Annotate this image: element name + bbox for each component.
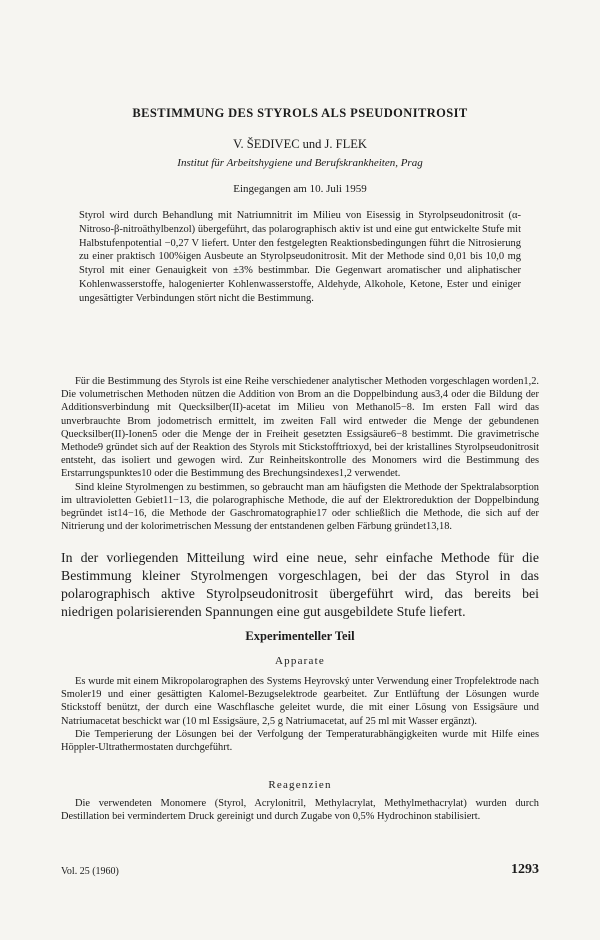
intro-paragraph: Für die Bestimmung des Styrols ist eine Reihe verschiedener analytischer Methoden vorgeschlagen worden1,2. Die volumetrischen Methoden nützen die Addition von Brom an die Doppelbindung aus3,4 oder die Bildung der Additionsverbindung mit Quecksilber(II)-acetat im Milieu von Methanol5−8. Im ersten Fall wird das unverbrauchte Brom jodometrisch ermittelt, im zweiten Fall wird entweder die Menge der gebundenen Quecksilber(II)-Ionen5 oder die Menge der in Freiheit gesetzten Essigsäure6−8 bestimmt. Die gravimetrische Methode9 gründet sich auf der Reaktion des Styrols mit Stickstofftrioxyd, bei der kristallines Styrolpseudonitrosit entsteht, das isoliert und gewogen wird. Zur Reinheitskontrolle des Monomers wird die Bestimmung des Erstarrungspunktes10 oder die Bestimmung des Brechungsindexes1,2 verwendet. xyxy=(61,376,539,480)
journal-volume: Vol. 25 (1960) xyxy=(61,866,119,877)
introduction xyxy=(61,375,539,533)
subsection-heading-reagenzien: Reagenzien xyxy=(268,779,332,791)
section-heading: Experimenteller Teil xyxy=(245,629,355,643)
authors: V. ŠEDIVEC und J. FLEK xyxy=(233,137,367,151)
reagenzien-section xyxy=(61,797,539,823)
reagenzien-paragraph: Die verwendeten Monomere (Styrol, Acrylonitril, Methylacrylat, Methylmethacrylat) wurden durch Destillation bei vermindertem Druck gereinigt und durch Zugabe von 0,5% Hydrochinon stabilisiert. xyxy=(61,798,539,823)
intro-paragraph: Sind kleine Styrolmengen zu bestimmen, so gebraucht man am häufigsten die Methode der Spektralabsorption im ultravioletten Gebiet11−13, die polarographische Methode, die auf der Elektroreduktion der Doppelbindung begründet ist14−16, die Methode der Gaschromatographie17 oder schließlich die Methode, die sich auf der Nitrierung und der kolorimetrischen Messung der entstandenen gelben Färbung gründet13,18. xyxy=(61,481,539,533)
apparate-paragraph: Die Temperierung der Lösungen bei der Verfolgung der Temperaturabhängigkeiten wurde mit Hilfe eines Höppler-Ultrathermostaten durchgeführt. xyxy=(61,728,539,754)
apparate-paragraph: Es wurde mit einem Mikropolarographen des Systems Heyrovský unter Verwendung einer Tropfelektrode nach Smoler19 und einer gesättigten Kalomel-Bezugselektrode gearbeitet. Zur Entlüftung der Lösungen wurde Stickstoff benützt, der durch eine Waschflasche geleitet wurde, die mit einer Lösung von Essigsäure und Natriumacetat beschickt war (10 ml Essigsäure, 2,5 g Natriumacetat, auf 25 ml mit Wasser ergänzt). xyxy=(61,676,539,727)
page-number: 1293 xyxy=(511,862,539,877)
institute: Institut für Arbeitshygiene und Berufskrankheiten, Prag xyxy=(177,157,423,169)
paper-title: BESTIMMUNG DES STYROLS ALS PSEUDONITROSIT xyxy=(132,106,468,120)
received-date: Eingegangen am 10. Juli 1959 xyxy=(233,183,367,195)
lead-paragraph: In der vorliegenden Mitteilung wird eine neue, sehr einfache Methode für die Bestimmung kleiner Styrolmengen vorgeschlagen, bei der das Styrol in das polarographisch aktive Styrolpseudonitrosit übergeführt wird, das bereits bei niedrigen polarisierenden Spannungen eine gut ausgebildete Stufe liefert. xyxy=(61,550,539,619)
apparate-section xyxy=(61,675,539,754)
abstract: Styrol wird durch Behandlung mit Natriumnitrit im Milieu von Eisessig in Styrolpseudonitrosit (α-Nitroso-β-nitroäthylbenzol) übergeführt, das polarographisch aktiv ist und eine gut entwickelte Stufe mit Halbstufenpotential −0,27 V liefert. Unter den festgelegten Reaktionsbedingungen führt die Nitrosierung zu einer praktisch 100%igen Ausbeute an Styrolpseudonitrosit. Mit der Methode sind 0,01 bis 10,0 mg Styrol mit einer Genauigkeit von ±3% bestimmbar. Die Gegenwart aromatischer und aliphatischer Kohlenwasserstoffe, halogenierter Kohlenwasserstoffe, Aldehyde, Alkohole, Ketone, Ester und einiger ungesättigter Verbindungen stört nicht die Bestimmung. xyxy=(79,210,521,304)
subsection-heading-apparate: Apparate xyxy=(275,655,325,667)
